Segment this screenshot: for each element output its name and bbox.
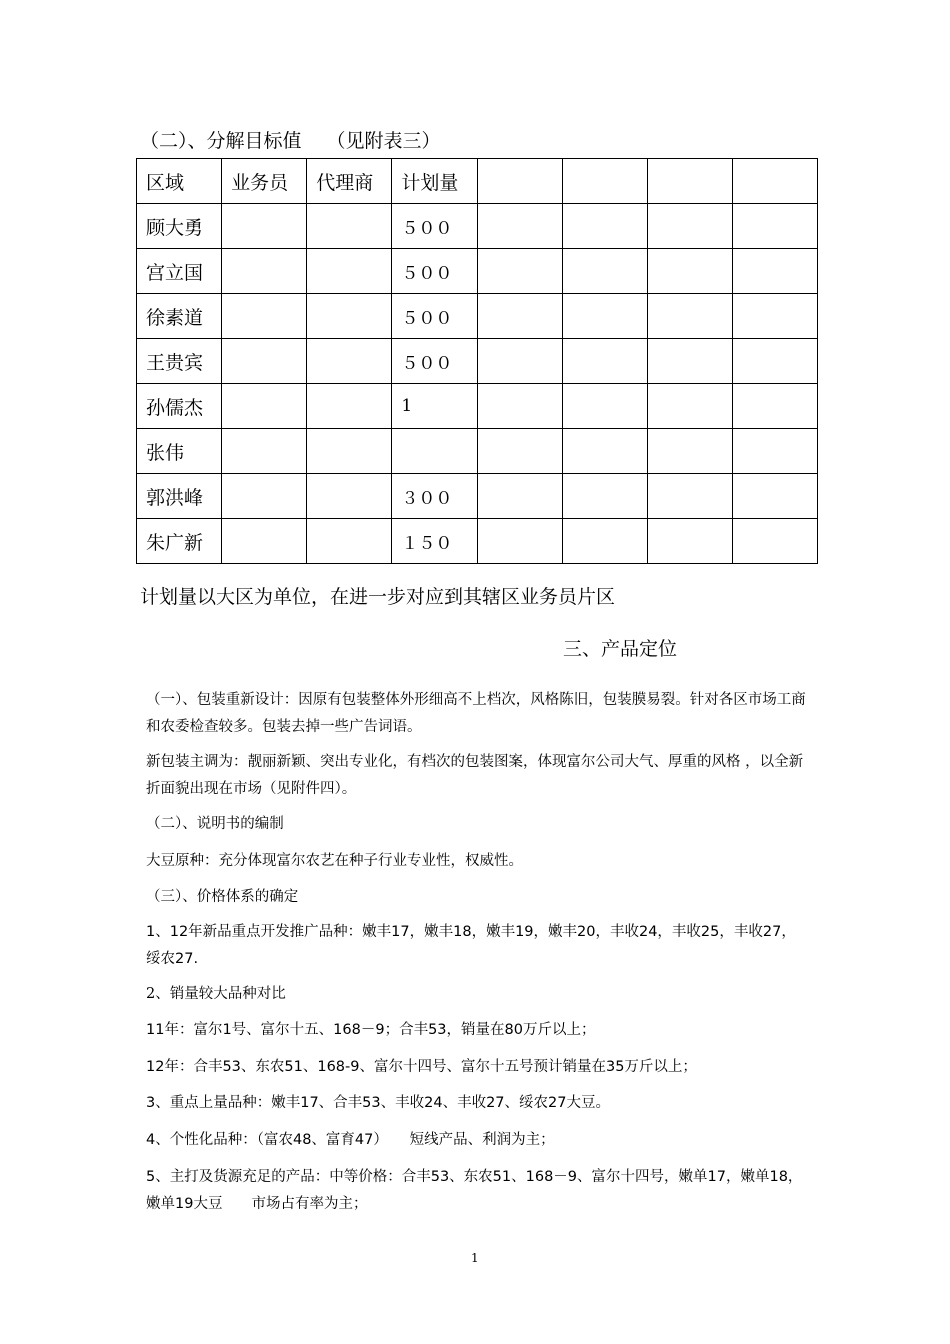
table-cell: [222, 294, 307, 339]
table-note: 计划量以大区为单位，在进一步对应到其辖区业务员片区: [140, 586, 616, 608]
target-table: [136, 158, 818, 564]
table-cell: [647, 204, 732, 249]
paragraph-new-varieties: 1、12年新品重点开发推广品种：嫩丰17，嫩丰18，嫩丰19，嫩丰20，丰收24，丰收25，丰收27，绥农27.: [146, 924, 796, 967]
table-cell: [307, 474, 392, 519]
table-cell: [647, 384, 732, 429]
table-cell: [222, 204, 307, 249]
header-cell: 区域: [137, 159, 222, 204]
table-cell: [307, 384, 392, 429]
plan-quantity-cell: ５００: [392, 294, 477, 339]
plan-quantity-cell: 1: [392, 384, 477, 429]
table-cell: [222, 249, 307, 294]
plan-quantity-cell: [392, 429, 477, 474]
table-row: [137, 519, 818, 564]
table-cell: [562, 294, 647, 339]
region-name-cell: 张伟: [137, 429, 222, 474]
header-cell: 业务员: [222, 159, 307, 204]
table-cell: [732, 429, 817, 474]
table-cell: [477, 519, 562, 564]
plan-quantity-cell: ５００: [392, 204, 477, 249]
header-cell: 代理商: [307, 159, 392, 204]
table-cell: [307, 249, 392, 294]
table-cell: [222, 519, 307, 564]
paragraph-main-products: 5、主打及货源充足的产品：中等价格：合丰53、东农51、168－9、富尔十四号，嫩单17，嫩单18，嫩单19大豆 市场占有率为主；: [146, 1169, 803, 1212]
paragraph-year-12: 12年：合丰53、东农51、168-9、富尔十四号、富尔十五号预计销量在35万斤以上；: [146, 1059, 697, 1075]
paragraph-year-11: 11年：富尔1号、富尔十五、168－9；合丰53，销量在80万斤以上；: [146, 1022, 596, 1038]
table-cell: [222, 429, 307, 474]
table-row: [137, 339, 818, 384]
header-cell: [732, 159, 817, 204]
table-cell: [307, 294, 392, 339]
table-cell: [562, 384, 647, 429]
table-cell: [477, 339, 562, 384]
table-row: [137, 384, 818, 429]
table-cell: [307, 519, 392, 564]
region-name-cell: 孙儒杰: [137, 384, 222, 429]
table-cell: [647, 429, 732, 474]
table-cell: [732, 519, 817, 564]
table-row: [137, 474, 818, 519]
table-cell: [222, 384, 307, 429]
paragraph-personalized-varieties: 4、个性化品种：（富农48、富育47） 短线产品、利润为主；: [146, 1132, 555, 1148]
paragraph-packaging-redesign: （一）、包装重新设计：因原有包装整体外形细高不上档次，风格陈旧，包装膜易裂。针对各区市场工商和农委检查较多。包装去掉一些广告词语。: [146, 692, 806, 735]
table-cell: [647, 474, 732, 519]
header-cell: [477, 159, 562, 204]
region-name-cell: 徐素道: [137, 294, 222, 339]
table-cell: [562, 339, 647, 384]
table-cell: [562, 429, 647, 474]
table-cell: [562, 249, 647, 294]
plan-quantity-cell: １５０: [392, 519, 477, 564]
table-cell: [732, 384, 817, 429]
table-cell: [477, 429, 562, 474]
header-cell: [647, 159, 732, 204]
table-row: [137, 204, 818, 249]
table-cell: [732, 474, 817, 519]
table-cell: [732, 339, 817, 384]
table-header-row: [137, 159, 818, 204]
plan-quantity-cell: ５００: [392, 249, 477, 294]
paragraph-soybean-seed: 大豆原种：充分体现富尔农艺在种子行业专业性，权威性。: [146, 853, 523, 869]
paragraph-manual-heading: （二）、说明书的编制: [146, 816, 284, 832]
table-cell: [562, 519, 647, 564]
table-cell: [477, 294, 562, 339]
table-cell: [307, 339, 392, 384]
section-heading-product-positioning: 三、产品定位: [563, 638, 678, 660]
region-name-cell: 朱广新: [137, 519, 222, 564]
table-cell: [732, 249, 817, 294]
table-cell: [477, 384, 562, 429]
table-cell: [477, 249, 562, 294]
region-name-cell: 王贵宾: [137, 339, 222, 384]
header-cell: [562, 159, 647, 204]
table-row: [137, 294, 818, 339]
table-cell: [477, 474, 562, 519]
table-cell: [647, 249, 732, 294]
region-name-cell: 宫立国: [137, 249, 222, 294]
table-row: [137, 249, 818, 294]
table-cell: [647, 339, 732, 384]
section-title: （二）、分解目标值 （见附表三）: [140, 130, 441, 152]
table-cell: [732, 294, 817, 339]
table-cell: [307, 204, 392, 249]
header-cell: 计划量: [392, 159, 477, 204]
plan-quantity-cell: ５００: [392, 339, 477, 384]
table-cell: [222, 474, 307, 519]
region-name-cell: 郭洪峰: [137, 474, 222, 519]
table-cell: [562, 474, 647, 519]
paragraph-key-varieties: 3、重点上量品种：嫩丰17、合丰53、丰收24、丰收27、绥农27大豆。: [146, 1095, 610, 1111]
paragraph-new-packaging: 新包装主调为：靓丽新颖、突出专业化，有档次的包装图案，体现富尔公司大气、厚重的风格 ，以全新折面貌出现在市场（见附件四）。: [146, 754, 804, 797]
paragraph-sales-comparison: 2、销量较大品种对比: [146, 986, 286, 1002]
table-cell: [222, 339, 307, 384]
plan-quantity-cell: ３００: [392, 474, 477, 519]
table-cell: [647, 294, 732, 339]
table-cell: [732, 204, 817, 249]
table-cell: [562, 204, 647, 249]
paragraph-price-system-heading: （三）、价格体系的确定: [146, 889, 299, 905]
table-row: [137, 429, 818, 474]
table-cell: [477, 204, 562, 249]
table-cell: [647, 519, 732, 564]
page-number: 1: [471, 1251, 479, 1265]
region-name-cell: 顾大勇: [137, 204, 222, 249]
table-cell: [307, 429, 392, 474]
